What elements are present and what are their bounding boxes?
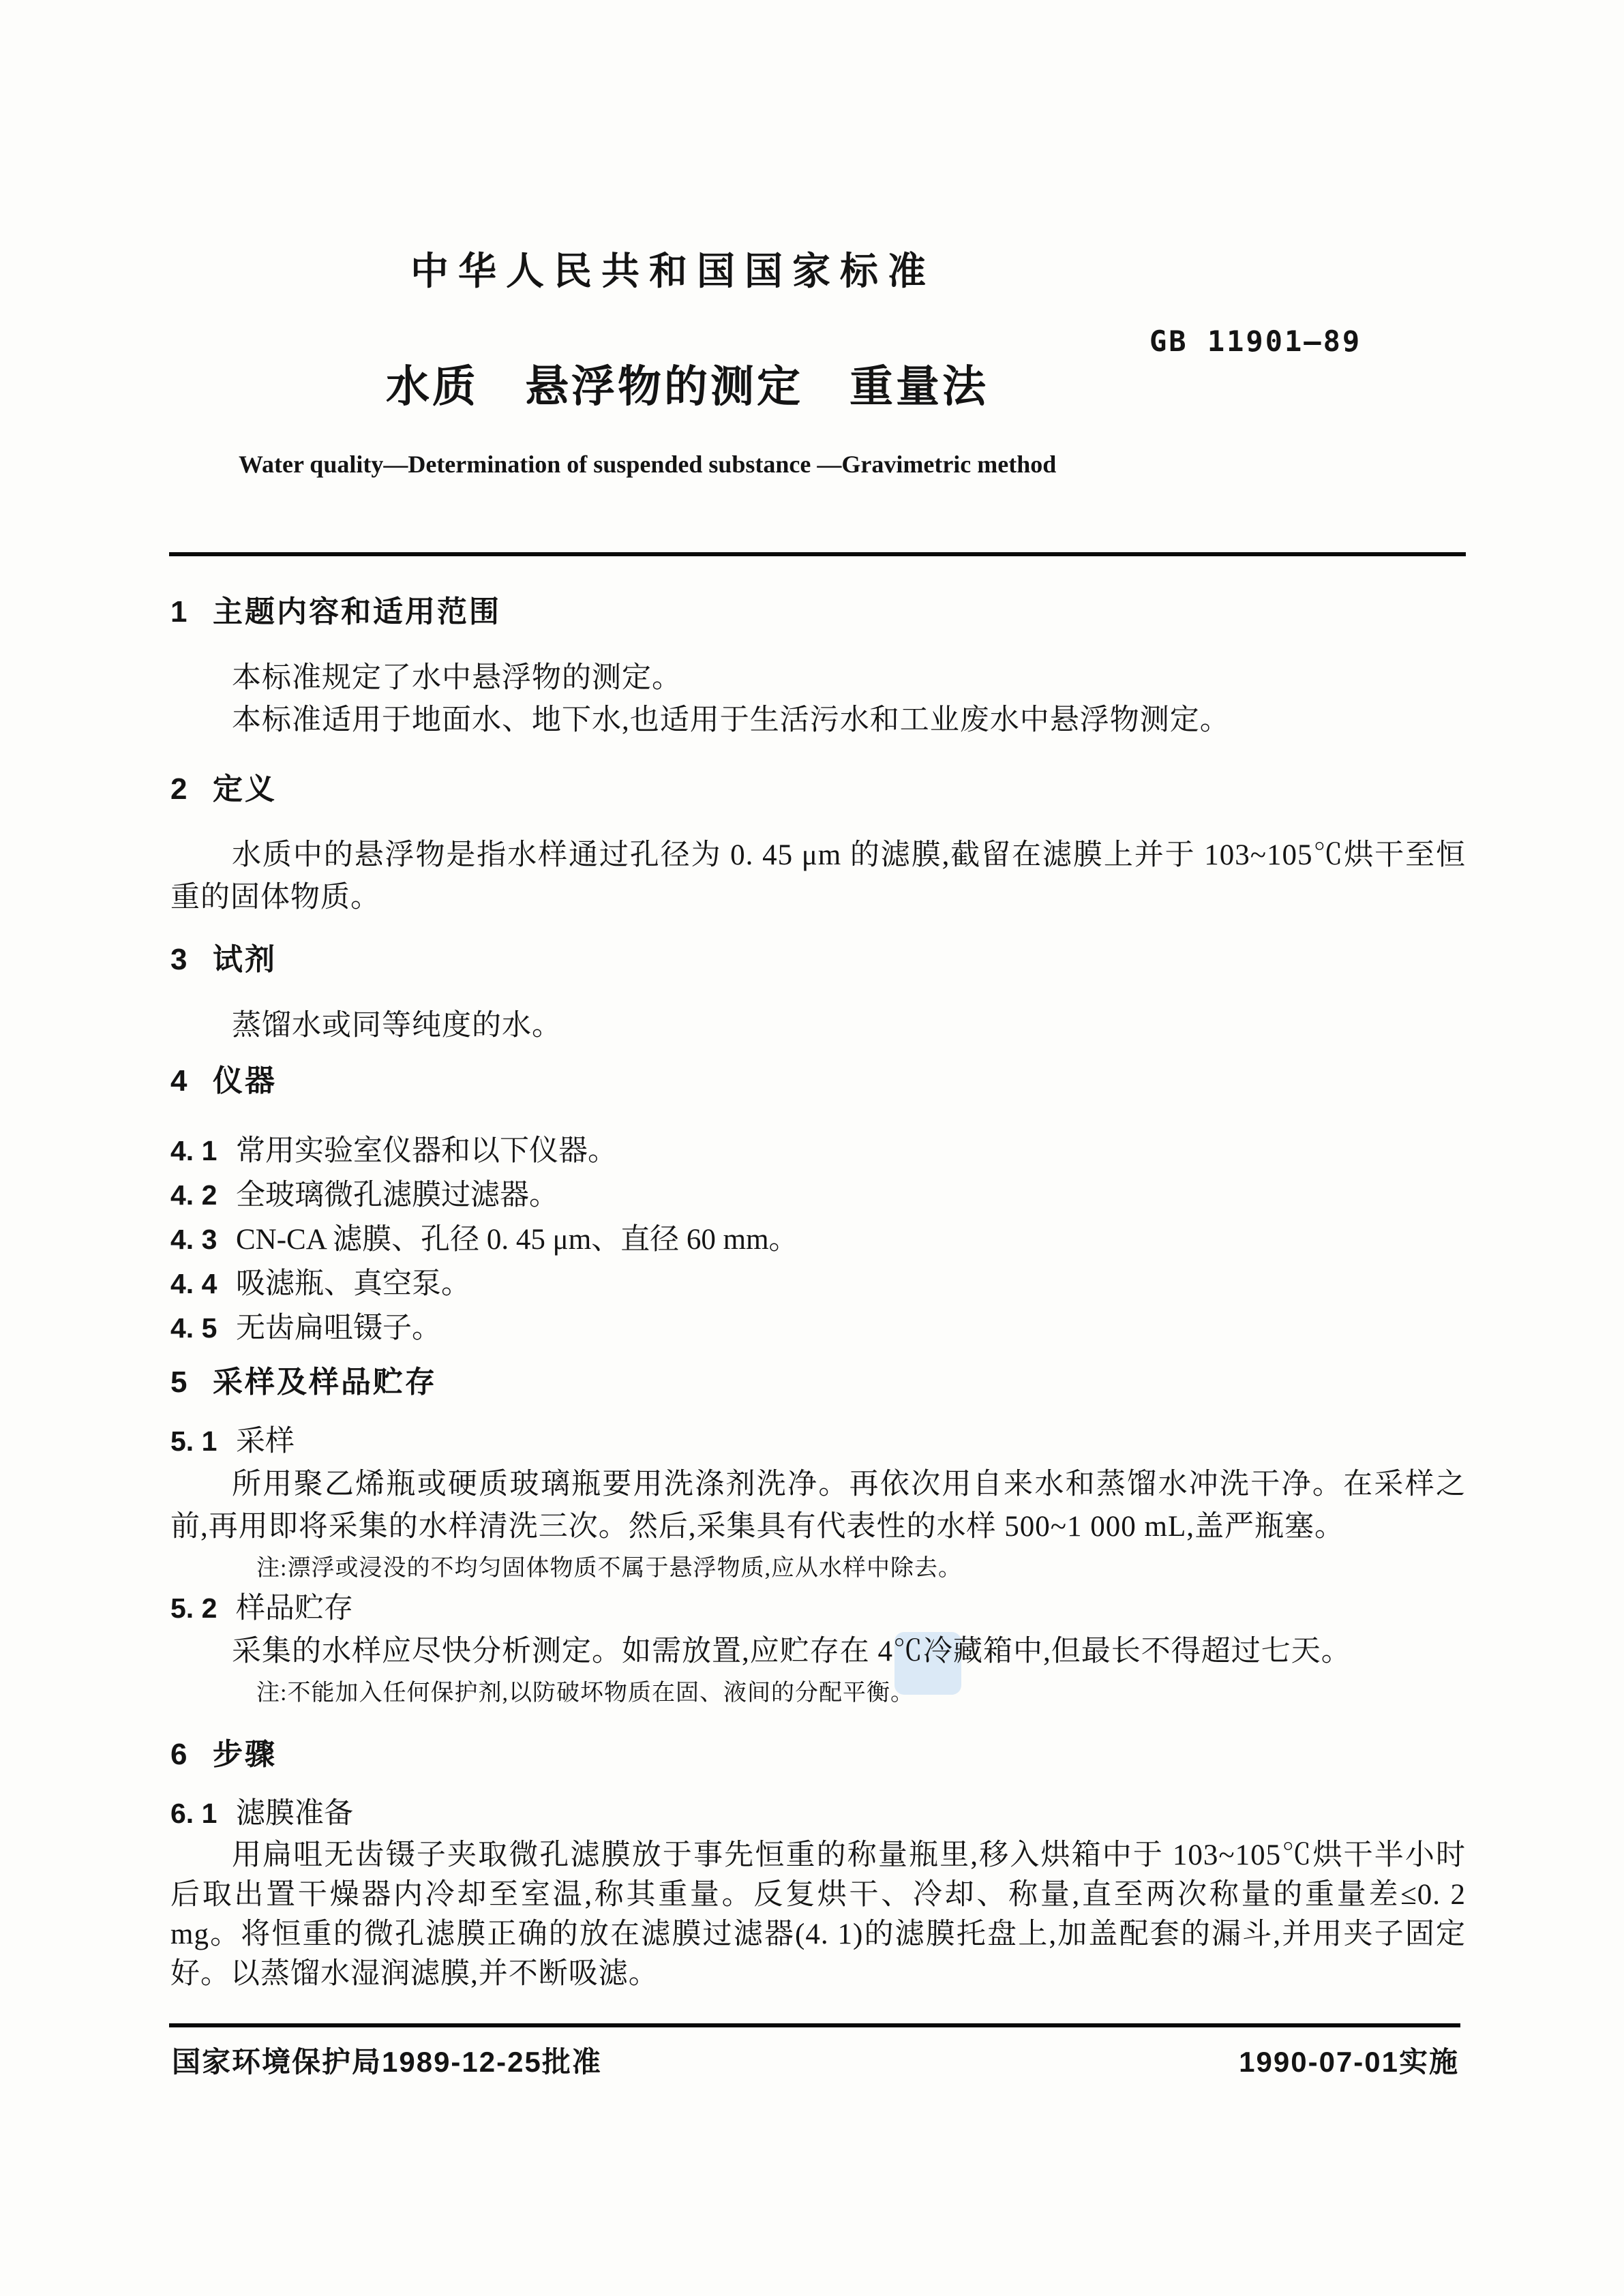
item-number: 4. 2	[170, 1179, 217, 1211]
note: 注:不能加入任何保护剂,以防破坏物质在固、液间的分配平衡。	[256, 1680, 914, 1706]
section-reagents	[170, 942, 1466, 1047]
document-title-cn: 水质 悬浮物的测定 重量法	[386, 362, 989, 411]
section-title: 定义	[213, 772, 277, 806]
section-title: 步骤	[213, 1738, 277, 1771]
subsection-heading	[170, 1796, 1466, 1832]
section-title: 采样及样品贮存	[213, 1365, 437, 1399]
subsection-title: 采样	[236, 1425, 295, 1457]
item-text: 全玻璃微孔滤膜过滤器。	[236, 1179, 558, 1211]
footer-implementation: 1990-07-01实施	[1239, 2046, 1459, 2078]
item-text: 常用实验室仪器和以下仪器。	[236, 1135, 617, 1167]
list-item	[170, 1262, 1466, 1306]
subsection-number: 6. 1	[170, 1798, 217, 1829]
footer-approval: 国家环境保护局1989-12-25批准	[172, 2046, 602, 2078]
list-item	[170, 1218, 1466, 1262]
footer	[172, 2040, 1459, 2081]
section-number: 2	[170, 772, 187, 806]
section-title: 仪器	[213, 1064, 277, 1098]
section-heading	[170, 594, 1466, 630]
section-definition	[170, 772, 1466, 919]
footer-rule	[169, 2023, 1460, 2027]
item-text: CN-CA 滤膜、孔径 0. 45 μm、直径 60 mm。	[236, 1224, 798, 1256]
item-number: 4. 3	[170, 1224, 217, 1255]
paragraph: 本标准适用于地面水、地下水,也适用于生活污水和工业废水中悬浮物测定。	[232, 704, 1230, 736]
org-title: 中华人民共和国国家标准	[410, 250, 935, 292]
section-heading	[170, 772, 1466, 807]
subsection-title: 滤膜准备	[236, 1798, 353, 1830]
item-number: 4. 1	[170, 1135, 217, 1166]
section-number: 6	[170, 1738, 187, 1771]
section-heading	[170, 1063, 1466, 1099]
paragraph: 蒸馏水或同等纯度的水。	[232, 1010, 562, 1042]
paragraph: 本标准规定了水中悬浮物的测定。	[232, 662, 682, 694]
list-item	[170, 1129, 1466, 1173]
section-title: 主题内容和适用范围	[213, 595, 501, 629]
section-scope	[170, 594, 1466, 742]
document-title-en: Water quality—Determination of suspended substance —Gravimetric method	[239, 451, 1057, 478]
section-number: 3	[170, 943, 187, 976]
list-item	[170, 1306, 1466, 1350]
section-number: 5	[170, 1365, 187, 1399]
section-number: 1	[170, 595, 187, 629]
section-heading	[170, 1365, 1466, 1400]
paragraph: 水质中的悬浮物是指水样通过孔径为 0. 45 μm 的滤膜,截留在滤膜上并于 103~105℃烘干至恒重的固体物质。	[170, 839, 1466, 913]
section-title: 试剂	[213, 943, 277, 976]
note: 注:漂浮或浸没的不均匀固体物质不属于悬浮物质,应从水样中除去。	[256, 1556, 962, 1581]
subsection-heading	[170, 1423, 1466, 1460]
paragraph: 采集的水样应尽快分析测定。如需放置,应贮存在 4℃冷藏箱中,但最长不得超过七天。	[232, 1635, 1351, 1667]
subsection-title: 样品贮存	[236, 1592, 353, 1625]
section-number: 4	[170, 1064, 187, 1098]
list-item	[170, 1173, 1466, 1218]
section-heading	[170, 1737, 1466, 1772]
item-number: 4. 5	[170, 1312, 217, 1344]
standard-number: GB 11901—89	[1149, 324, 1362, 358]
section-heading	[170, 942, 1466, 978]
paragraph: 用扁咀无齿镊子夹取微孔滤膜放于事先恒重的称量瓶里,移入烘箱中于 103~105℃烘干半小时后取出置干燥器内冷却至室温,称其重量。反复烘干、冷却、称量,直至两次称量的重量差≤0. 2 mg。将恒重的微孔滤膜正确的放在滤膜过滤器(4. 1)的滤膜托盘上,加盖配套的漏斗,并用夹子固定好。以蒸馏水湿润滤膜,并不断吸滤。	[170, 1839, 1466, 1990]
subsection-heading	[170, 1590, 1466, 1627]
section-sampling-storage	[170, 1365, 1466, 1710]
subsection-number: 5. 1	[170, 1425, 217, 1457]
apparatus-list	[170, 1129, 1466, 1350]
header-rule	[169, 552, 1466, 556]
paragraph: 所用聚乙烯瓶或硬质玻璃瓶要用洗涤剂洗净。再依次用自来水和蒸馏水冲洗干净。在采样之前,再用即将采集的水样清洗三次。然后,采集具有代表性的水样 500~1 000 mL,盖严瓶塞。	[170, 1468, 1466, 1543]
subsection-number: 5. 2	[170, 1592, 217, 1624]
section-procedure	[170, 1737, 1466, 1994]
item-text: 吸滤瓶、真空泵。	[236, 1268, 470, 1300]
section-apparatus	[170, 1063, 1466, 1350]
item-number: 4. 4	[170, 1268, 217, 1299]
item-text: 无齿扁咀镊子。	[236, 1312, 441, 1344]
